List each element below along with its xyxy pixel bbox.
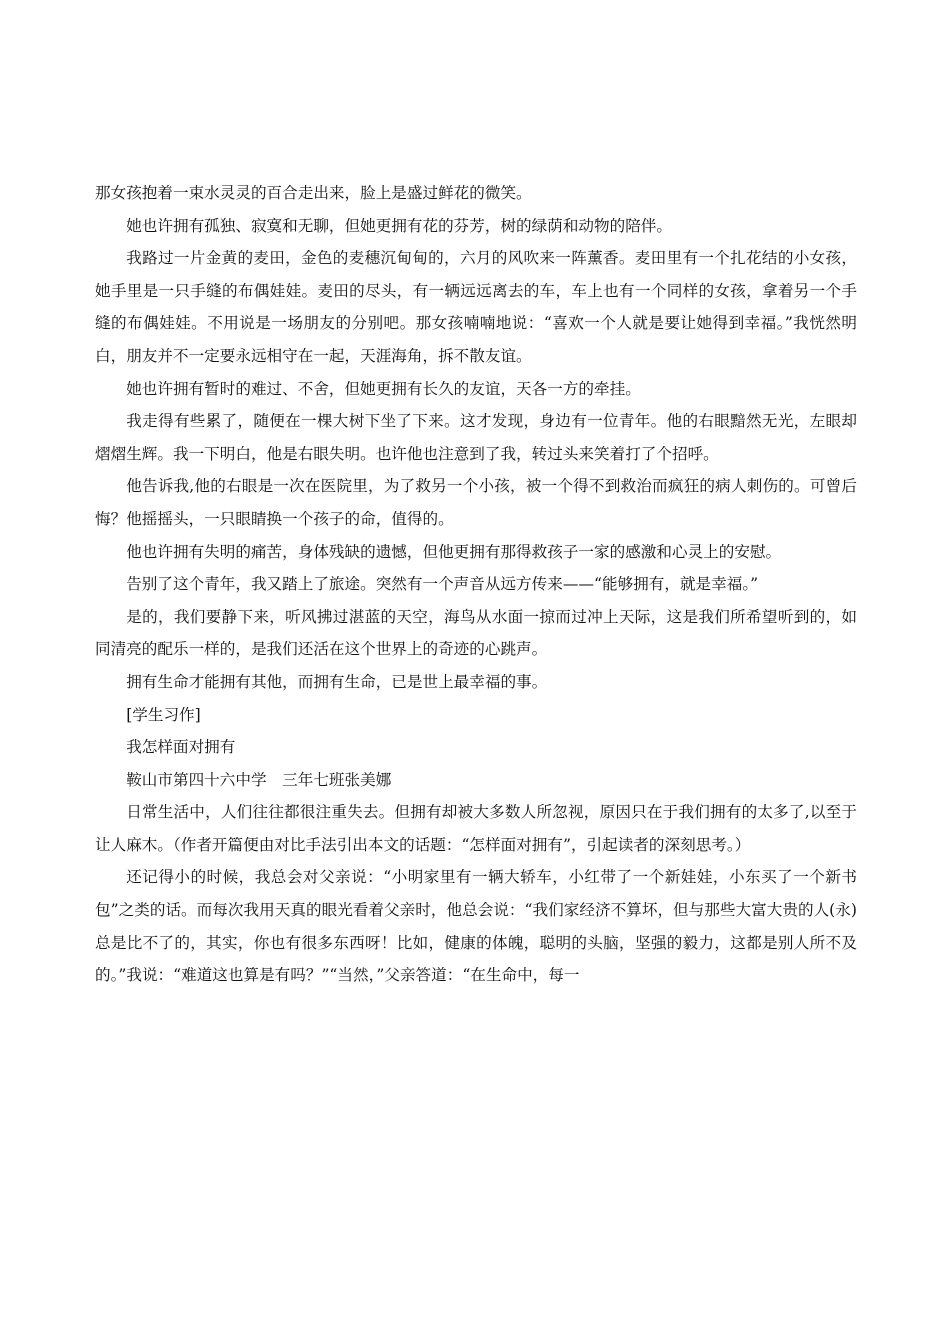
paragraph-14: 日常生活中，人们往往都很注重失去。但拥有却被大多数人所忽视，原因只在于我们拥有的太多了,以至于让人麻木。（作者开篇便由对比手法引出本文的话题：“怎样面对拥有”，引起读者的深刻思考。）: [95, 803, 857, 854]
paragraph-5: 我走得有些累了，随便在一棵大树下坐了下来。这才发现，身边有一位青年。他的右眼黯然无光，左眼却熠熠生辉。我一下明白，他是右眼失明。也许他也注意到了我，转过头来笑着打了个招呼。: [95, 412, 857, 463]
paragraph-3: 我路过一片金黄的麦田，金色的麦穗沉甸甸的，六月的风吹来一阵薰香。麦田里有一个扎花结的小女孩，她手里是一只手缝的布偶娃娃。麦田的尽头，有一辆远远离去的车，车上也有一个同样的女孩，拿着另一个手缝的布偶娃娃。不用说是一场朋友的分别吧。那女孩喃喃地说：“喜欢一个人就是要让她得到幸福。”我恍然明白，朋友并不一定要永远相守在一起，天涯海角，拆不散友谊。: [95, 249, 857, 365]
essay-title: 我怎样面对拥有: [126, 738, 236, 757]
paragraph-1: 那女孩抱着一束水灵灵的百合走出来，脸上是盛过鲜花的微笑。: [95, 184, 532, 202]
paragraph-8: 告别了这个青年，我又踏上了旅途。突然有一个声音从远方传来——“能够拥有，就是幸福。”: [126, 575, 759, 594]
section-label: [学生习作]: [126, 705, 201, 724]
paragraph-7: 他也许拥有失明的痛苦，身体残缺的遗憾，但他更拥有那得救孩子一家的感激和心灵上的安慰。: [126, 542, 782, 561]
document-body: [95, 177, 857, 992]
paragraph-15: 还记得小的时候，我总会对父亲说：“小明家里有一辆大轿车，小红带了一个新娃娃，小东买了一个新书包”之类的话。而每次我用天真的眼光看着父亲时，他总会说：“我们家经济不算坏，但与那些大富大贵的人(永)总是比不了的，其实，你也有很多东西呀！比如，健康的体魄，聪明的头脑，坚强的毅力，这都是别人所不及的。”我说：“难道这也算是有吗？”“当然，”父亲答道：“在生命中，每一: [95, 868, 857, 985]
paragraph-2: 她也许拥有孤独、寂寞和无聊，但她更拥有花的芬芳，树的绿荫和动物的陪伴。: [126, 216, 672, 235]
paragraph-6: 他告诉我,他的右眼是一次在医院里，为了救另一个小孩，被一个得不到救治而疯狂的病人刺伤的。可曾后悔？他摇摇头，一只眼睛换一个孩子的命，值得的。: [95, 477, 857, 528]
paragraph-10: 拥有生命才能拥有其他，而拥有生命，已是世上最幸福的事。: [126, 672, 548, 691]
paragraph-4: 她也许拥有暂时的难过、不舍，但她更拥有长久的友谊，天各一方的牵挂。: [126, 379, 641, 398]
essay-author: 鞍山市第四十六中学 三年七班张美娜: [126, 770, 392, 789]
paragraph-9: 是的，我们要静下来，听风拂过湛蓝的天空，海鸟从水面一掠而过冲上天际，这是我们所希望听到的，如同清亮的配乐一样的，是我们还活在这个世界上的奇迹的心跳声。: [95, 607, 857, 659]
